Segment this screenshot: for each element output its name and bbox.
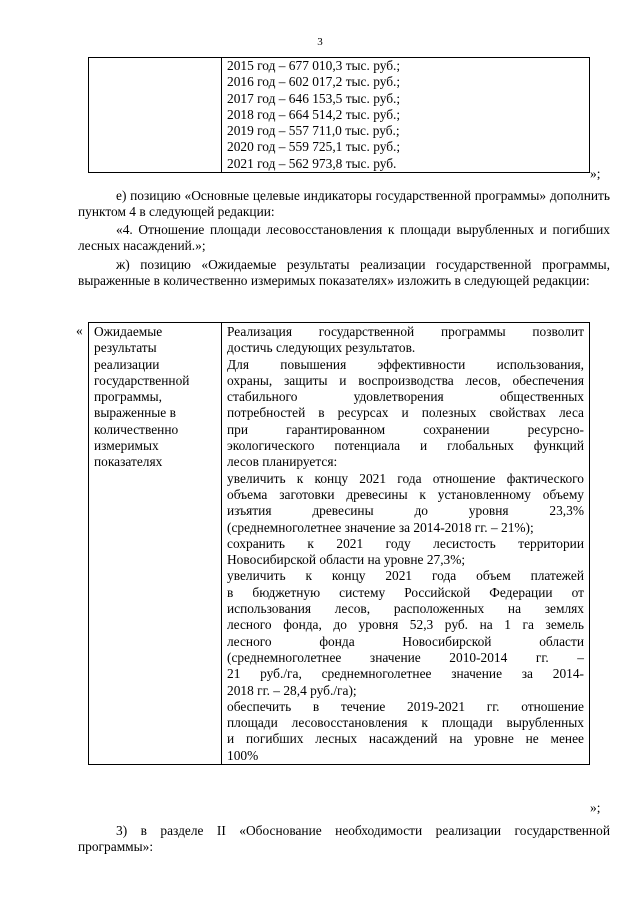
paragraph-zh: ж) позицию «Ожидаемые результаты реализации государственной программы, выраженные в количественно измеримых показателях» изложить в следующей редакции: [78, 257, 610, 289]
funding-line-2015: 2015 год – 677 010,3 тыс. руб.; [227, 58, 401, 73]
funding-line-2017: 2017 год – 646 153,5 тыс. руб.; [227, 90, 401, 106]
results-line: экологического потенциала и глобальных функций [227, 438, 584, 454]
paragraph-3: 3) в разделе II «Обоснование необходимости реализации государственной программы»: [78, 823, 610, 855]
paragraph-item-4: «4. Отношение площади лесовосстановления к площади вырубленных и погибших лесных насаждений.»; [78, 222, 610, 254]
funding-table [88, 57, 590, 173]
results-line: (среднемноголетнее значение 2010-2014 гг. – [227, 649, 584, 665]
funding-line-2018: 2018 год – 664 514,2 тыс. руб.; [227, 106, 401, 122]
results-line: при гарантированном сохранении ресурсно- [227, 421, 584, 437]
opening-quote-2: « [76, 323, 83, 338]
results-line: охраны, защиты и воспроизводства лесов, обеспечения [227, 372, 584, 388]
results-line: 2018 гг. – 28,4 руб./га); [227, 682, 357, 698]
funding-line-2021: 2021 год – 562 973,8 тыс. руб. [227, 155, 397, 171]
results-line: объема заготовки древесины к установленному объему [227, 486, 584, 502]
results-line: изъятия древесины до уровня 23,3% [227, 503, 584, 519]
expected-results-label-cell [89, 323, 222, 765]
funding-line-2020: 2020 год – 559 725,1 тыс. руб.; [227, 139, 401, 155]
results-line: достичь следующих результатов. [227, 340, 416, 356]
paragraph-e: е) позицию «Основные целевые индикаторы государственной программы» дополнить пунктом 4 в следующей редакции: [78, 188, 610, 220]
results-line: лесного фонда, до уровня 52,3 руб. на 1 га земель [227, 617, 584, 633]
results-line: Реализация государственной программы позволит [227, 324, 584, 339]
results-line: площади лесовосстановления к площади вырубленных [227, 715, 584, 731]
results-line: Новосибирской области на уровне 27,3%; [227, 552, 466, 568]
results-line: обеспечить в течение 2019-2021 гг. отношение [227, 698, 584, 714]
results-line: сохранить к 2021 году лесистость территории [227, 535, 584, 551]
results-line: лесного фонда Новосибирской области [227, 633, 584, 649]
results-line: использования лесов, расположенных на землях [227, 601, 584, 617]
results-line: стабильного удовлетворения общественных [227, 389, 584, 405]
results-line: увеличить к концу 2021 года объем платежей [227, 568, 584, 584]
closing-quote-1: »; [590, 166, 601, 181]
results-line: лесов планируется: [227, 454, 338, 470]
page-number: 3 [317, 36, 323, 48]
results-line: 21 руб./га, среднемноголетнее значение за 2014- [227, 666, 584, 682]
results-line: и погибших лесных насаждений на уровне не менее [227, 731, 584, 747]
funding-line-2019: 2019 год – 557 711,0 тыс. руб.; [227, 123, 400, 139]
results-line: (среднемноголетнее значение за 2014-2018 гг. – 21%); [227, 519, 534, 535]
expected-results-label: Ожидаемые результаты реализации государственной программы, выраженные в количественно измеримых показателях [94, 324, 190, 470]
results-line: потребностей в ресурсах и полезных свойствах леса [227, 405, 584, 421]
closing-quote-2: »; [590, 800, 601, 815]
results-line: Для повышения эффективности использования, [227, 356, 584, 372]
funding-table-empty-cell [89, 58, 222, 173]
results-line: в бюджетную систему Российской Федерации от [227, 584, 584, 600]
funding-table-years-cell [222, 58, 590, 173]
expected-results-text-cell [222, 323, 590, 765]
expected-results-table [88, 322, 590, 765]
results-line: увеличить к концу 2021 года отношение фактического [227, 470, 584, 486]
funding-line-2016: 2016 год – 602 017,2 тыс. руб.; [227, 74, 401, 90]
results-line: 100% [227, 747, 259, 763]
